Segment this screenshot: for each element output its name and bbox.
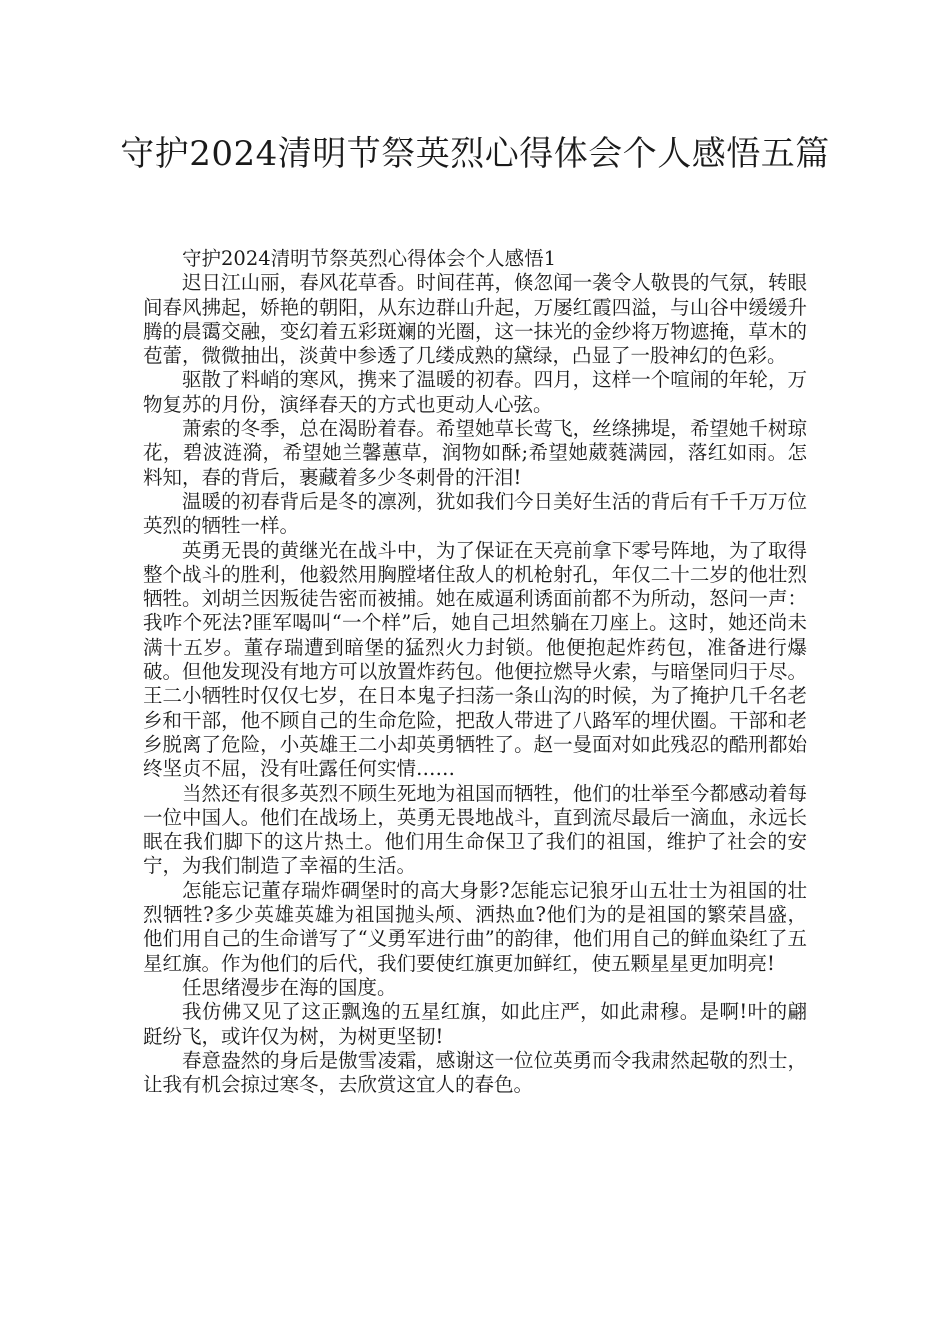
paragraph: 温暖的初春背后是冬的凛冽，犹如我们今日美好生活的背后有千千万万位英烈的牺牲一样。 [143, 489, 807, 538]
document-body [143, 247, 807, 1097]
section-heading: 守护2024清明节祭英烈心得体会个人感悟1 [182, 247, 557, 270]
paragraph: 任思绪漫步在海的国度。 [182, 975, 397, 999]
paragraph: 迟日江山丽，春风花草香。时间荏苒，倏忽闻一袭令人敬畏的气氛，转眼间春风拂起，娇艳的朝阳，从东边群山升起，万屡红霞四溢，与山谷中缓缓升腾的晨霭交融，变幻着五彩斑斓的光圈，这一抹光的金纱将万物遮掩，草木的苞蕾，微微抽出，淡黄中参透了几缕成熟的黛绿，凸显了一股神幻的色彩。 [143, 271, 807, 368]
paragraph: 怎能忘记董存瑞炸碉堡时的高大身影?怎能忘记狼牙山五壮士为祖国的壮烈牺牲?多少英雄英雄为祖国抛头颅、洒热血?他们为的是祖国的繁荣昌盛，他们用自己的生命谱写了“义勇军进行曲”的韵律，他们用自己的鲜血染红了五星红旗。作为他们的后代，我们要使红旗更加鲜红，使五颗星星更加明亮! [143, 878, 807, 975]
document-title: 守护2024清明节祭英烈心得体会个人感悟五篇 [120, 134, 830, 174]
paragraph: 当然还有很多英烈不顾生死地为祖国而牺牲，他们的壮举至今都感动着每一位中国人。他们在战场上，英勇无畏地战斗，直到流尽最后一滴血，永远长眠在我们脚下的这片热土。他们用生命保卫了我们的祖国，维护了社会的安宁，为我们制造了幸福的生活。 [143, 781, 807, 878]
paragraph: 英勇无畏的黄继光在战斗中，为了保证在天亮前拿下零号阵地，为了取得整个战斗的胜利，他毅然用胸膛堵住敌人的机枪射孔，年仅二十二岁的他壮烈牺牲。刘胡兰因叛徒告密而被捕。她在威逼利诱面前都不为所动，怒问一声：我咋个死法?匪军喝叫“一个样”后，她自己坦然躺在刀座上。这时，她还尚未满十五岁。董存瑞遭到暗堡的猛烈火力封锁。他便抱起炸药包，准备进行爆破。但他发现没有地方可以放置炸药包。他便拉燃导火索，与暗堡同归于尽。王二小牺牲时仅仅七岁，在日本鬼子扫荡一条山沟的时候，为了掩护几千名老乡和干部，他不顾自己的生命危险，把敌人带进了八路军的埋伏圈。干部和老乡脱离了危险，小英雄王二小却英勇牺牲了。赵一曼面对如此残忍的酷刑都始终坚贞不屈，没有吐露任何实情…… [143, 538, 807, 781]
paragraph: 萧索的冬季，总在渴盼着春。希望她草长莺飞，丝绦拂堤，希望她千树琼花，碧波涟漪，希望她兰馨蕙草，润物如酥;希望她葳蕤满园，落红如雨。怎料知，春的背后，裹藏着多少冬刺骨的汗泪! [143, 417, 807, 489]
paragraph: 春意盎然的身后是傲雪凌霜，感谢这一位位英勇而令我肃然起敬的烈士，让我有机会掠过寒冬，去欣赏这宜人的春色。 [143, 1048, 807, 1097]
paragraph: 驱散了料峭的寒风，携来了温暖的初春。四月，这样一个喧闹的年轮，万物复苏的月份，演绎春天的方式也更动人心弦。 [143, 368, 807, 416]
paragraph: 我仿佛又见了这正飘逸的五星红旗，如此庄严，如此肃穆。是啊!叶的翩跹纷飞，或许仅为树，为树更坚韧! [143, 1000, 807, 1048]
